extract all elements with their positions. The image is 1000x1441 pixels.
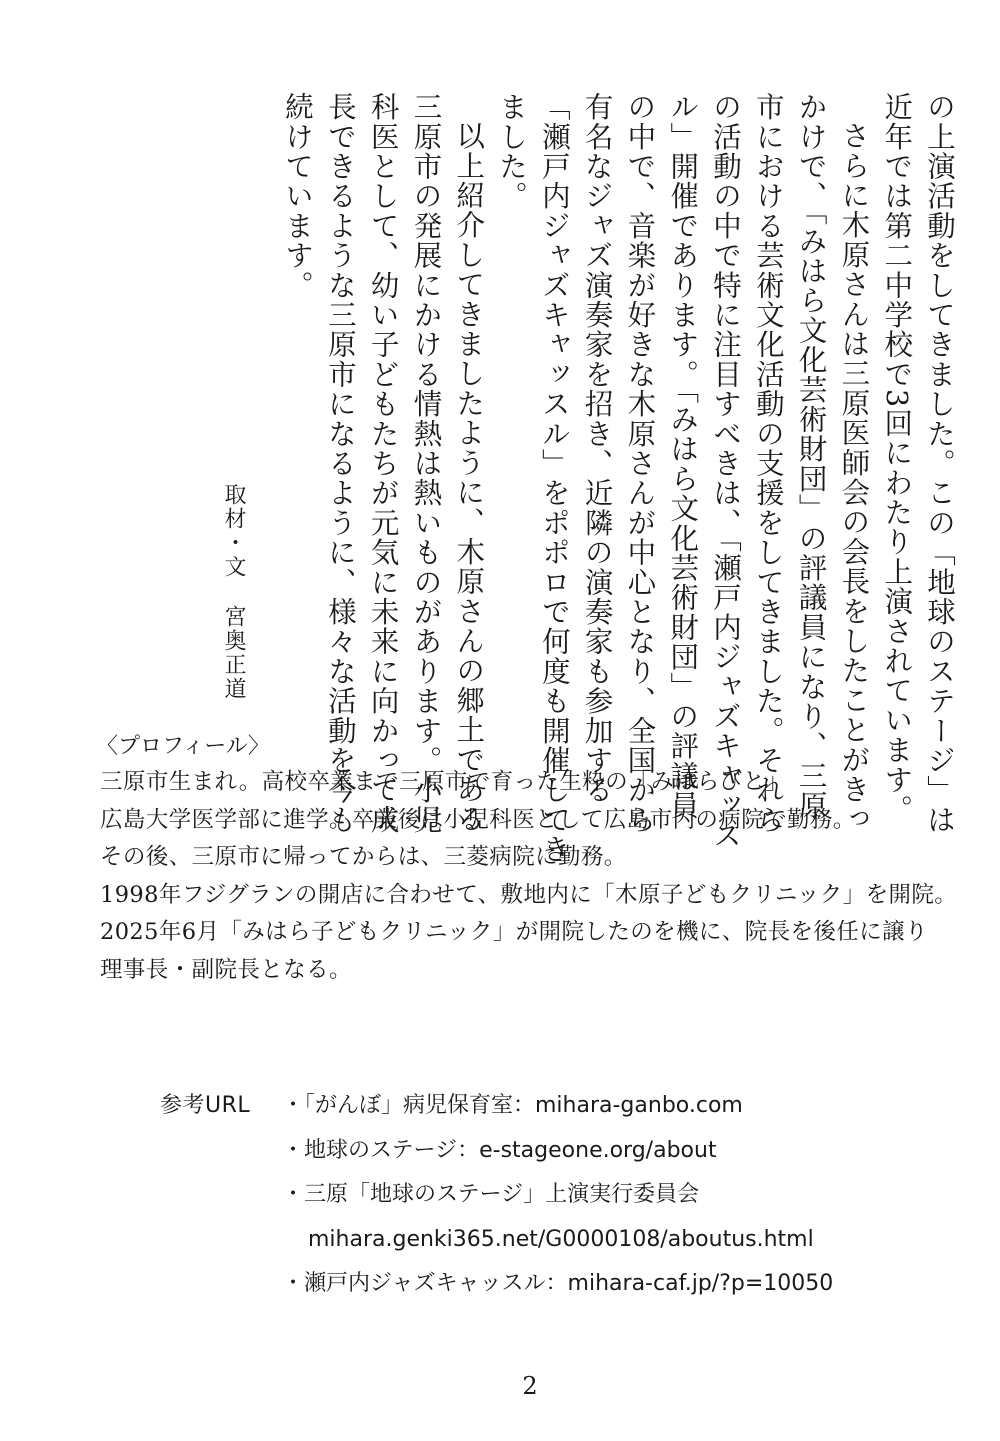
article-line: かけで、「みはら文化芸術財団」の評議員になり、三原 — [794, 92, 828, 821]
byline — [218, 483, 249, 701]
profile-line: 理事長・副院長となる。 — [100, 956, 352, 983]
profile-line: その後、三原市に帰ってからは、三菱病院に勤務。 — [100, 844, 627, 870]
article-line: 長できるような三原市になるように、様々な活動を今も — [323, 92, 357, 835]
reference-item-ganbo: ・「がんぼ」病児保育室：mihara-ganbo.com — [282, 1093, 743, 1118]
reference-item-earth-stage: ・地球のステージ：e-stageone.org/about — [282, 1137, 717, 1163]
byline-role: 取材・文 — [221, 483, 246, 579]
article-line: 続けています。 — [281, 92, 315, 300]
article-line: 近年では第二中学校で3回にわたり上演されています。 — [880, 92, 914, 825]
article-line: の活動の中で特に注目すべきは、「瀬戸内ジャズキャッス — [709, 92, 743, 850]
article-line: ました。 — [495, 92, 529, 211]
reference-item-jazz-castle: ・瀬戸内ジャズキャッスル：mihara-caf.jp/?p=10050 — [282, 1271, 834, 1296]
profile-line: 1998年フジグランの開店に合わせて、敷地内に「木原子どもクリニック」を開院。 — [100, 881, 958, 908]
reference-label: 参考URL — [160, 1093, 251, 1118]
article-line: の上演活動をしてきました。この「地球のステージ」は — [923, 92, 956, 835]
article-line: 「瀬戸内ジャズキャッスル」をポポロで何度も開催してき — [537, 92, 571, 865]
article-line: ル」開催であります。「みはら文化芸術財団」の評議員 — [666, 92, 700, 821]
reference-list — [282, 1088, 833, 1311]
byline-author: 宮奥正道 — [221, 605, 246, 701]
article-line: の中で、音楽が好きな木原さんが中心となり、全国から — [623, 92, 657, 835]
reference-item-committee-url: mihara.genki365.net/G0000108/aboutus.html — [308, 1226, 814, 1252]
article-line: 三原市の発展にかける情熱は熱いものがあります。小児 — [409, 92, 443, 835]
reference-item-committee: ・三原「地球のステージ」上演実行委員会 — [282, 1182, 700, 1207]
article-line: 市における芸術文化活動の支援をしてきました。それら — [751, 92, 785, 835]
profile-section — [96, 730, 980, 989]
profile-line: 広島大学医学部に進学。卒業後は小児科医として広島市内の病院で勤務。 — [100, 806, 856, 833]
page-number: 2 — [522, 1372, 538, 1400]
article-line: 科医として、幼い子どもたちが元気に未来に向かって成 — [366, 92, 400, 835]
profile-line: 2025年6月「みはら子どもクリニック」が開院したのを機に、院長を後任に譲り — [100, 919, 928, 945]
article-line: 以上紹介してきましたように、木原さんの郷土である — [452, 120, 486, 834]
profile-heading: 〈プロフィール〉 — [96, 734, 270, 759]
article-line: 有名なジャズ演奏家を招き、近隣の演奏家も参加する — [580, 92, 614, 805]
profile-line: 三原市生まれ。高校卒業まで三原市で育った生粋の「みはらびと」 — [100, 769, 789, 795]
article-line: さらに木原さんは三原医師会の会長をしたことがきっ — [837, 120, 871, 834]
